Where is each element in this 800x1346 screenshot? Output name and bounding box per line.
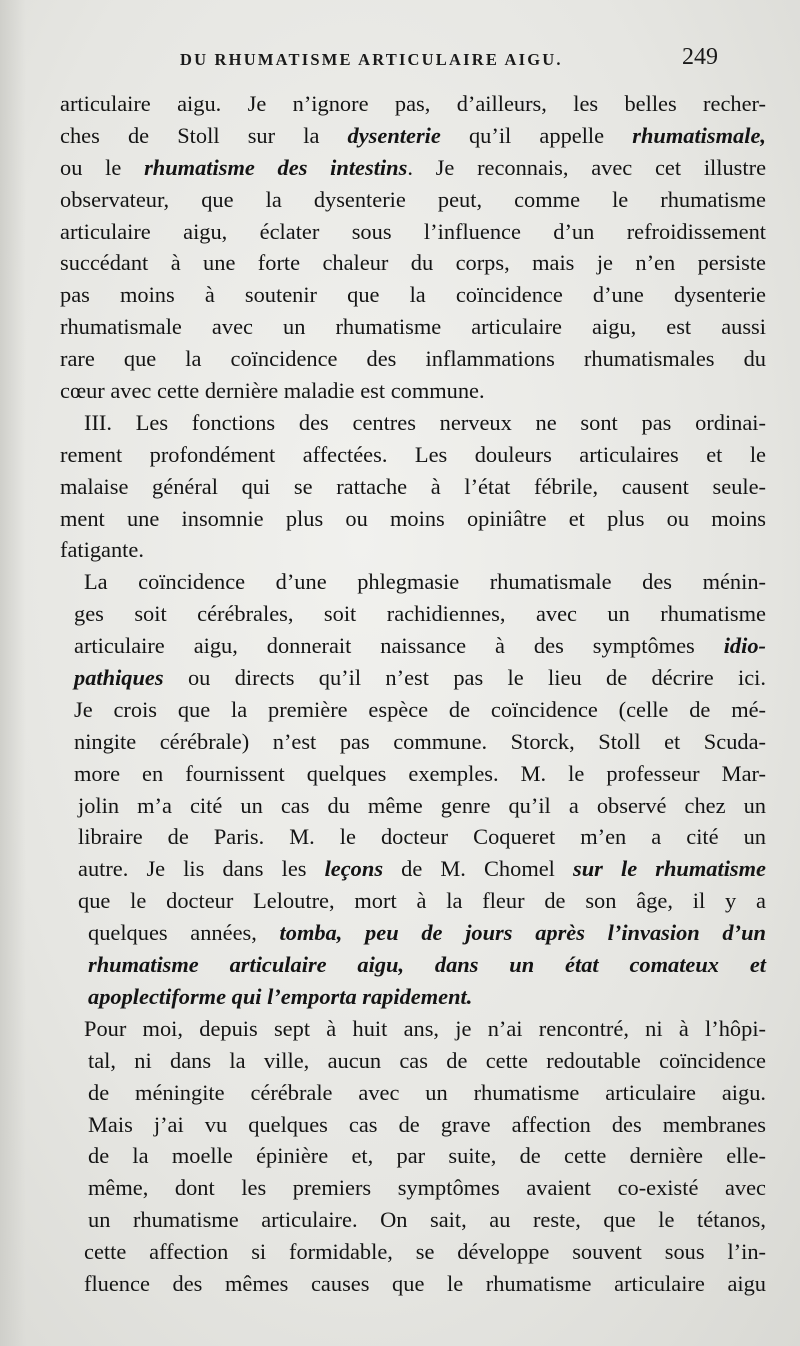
text-segment: pas moins à soutenir que la coïncidence d’une dysenterie — [60, 282, 766, 308]
text-segment: que le docteur Leloutre, mort à la fleur de son âge, il y a — [78, 888, 766, 914]
text-line — [60, 662, 766, 694]
text-line — [60, 311, 766, 343]
text-line — [60, 1236, 766, 1268]
text-segment: fatigante. — [60, 537, 144, 563]
italic-text: rhumatisme des intestins — [144, 154, 408, 180]
page-number: 249 — [682, 44, 718, 70]
text-segment: de la moelle épinière et, par suite, de cette dernière elle- — [88, 1143, 766, 1169]
text-line — [60, 503, 766, 535]
italic-text: pathiques — [74, 665, 164, 691]
text-line — [60, 279, 766, 311]
text-segment: quelques années, — [88, 920, 280, 946]
text-line — [60, 758, 766, 790]
running-title: DU RHUMATISME ARTICULAIRE AIGU. — [180, 50, 563, 69]
text-segment: articulaire aigu, donnerait naissance à des symptômes — [74, 633, 724, 659]
text-line — [60, 247, 766, 279]
text-segment: cette affection si formidable, se développe souvent sous l’in- — [84, 1239, 766, 1265]
text-segment: libraire de Paris. M. le docteur Coqueret m’en a cité un — [78, 824, 766, 850]
page-gutter-shadow — [0, 0, 26, 1346]
body-text — [60, 88, 766, 1300]
text-segment: ou directs qu’il n’est pas le lieu de décrire ici. — [163, 665, 766, 691]
italic-text: rhumatismale, — [632, 122, 766, 148]
text-line — [60, 471, 766, 503]
text-segment: rement profondément affectées. Les douleurs articulaires et le — [60, 441, 766, 467]
text-segment: Je crois que la première espèce de coïncidence (celle de mé- — [74, 696, 766, 722]
text-line — [60, 152, 766, 184]
text-segment: jolin m’a cité un cas du même genre qu’il a observé chez un — [78, 792, 766, 818]
text-segment: succédant à une forte chaleur du corps, mais je n’en persiste — [60, 250, 766, 276]
text-line — [60, 184, 766, 216]
text-line — [60, 1204, 766, 1236]
text-segment: qu’il appelle — [440, 122, 633, 148]
text-segment: La coïncidence d’une phlegmasie rhumatismale des ménin- — [84, 569, 766, 595]
text-segment: ningite cérébrale) n’est pas commune. Storck, Stoll et Scuda- — [74, 728, 766, 754]
italic-text: apoplectiforme qui l’emporta rapidement. — [88, 983, 473, 1009]
text-line — [60, 216, 766, 248]
text-segment: de méningite cérébrale avec un rhumatisme articulaire aigu. — [88, 1079, 766, 1105]
text-line — [60, 790, 766, 822]
italic-text: idio- — [723, 633, 766, 659]
text-line — [60, 1077, 766, 1109]
italic-text: leçons — [324, 856, 384, 882]
text-line — [60, 1013, 766, 1045]
text-line — [60, 949, 766, 981]
text-segment: more en fournissent quelques exemples. M. le professeur Mar- — [74, 760, 766, 786]
text-segment: observateur, que la dysenterie peut, comme le rhumatisme — [60, 186, 766, 212]
italic-text: tomba, peu de jours après l’invasion d’un — [279, 920, 766, 946]
text-segment: de M. Chomel — [383, 856, 573, 882]
text-line — [60, 534, 766, 566]
text-line — [60, 821, 766, 853]
text-segment: même, dont les premiers symptômes avaient co-existé avec — [88, 1175, 766, 1201]
page-header — [0, 44, 800, 74]
text-line — [60, 630, 766, 662]
text-segment: rare que la coïncidence des inflammations rhumatismales du — [60, 346, 766, 372]
text-line — [60, 694, 766, 726]
text-line — [60, 120, 766, 152]
text-line — [60, 343, 766, 375]
text-segment: Mais j’ai vu quelques cas de grave affection des membranes — [88, 1111, 766, 1137]
text-segment: ou le — [60, 154, 145, 180]
text-segment: articulaire aigu. Je n’ignore pas, d’ailleurs, les belles recher- — [60, 91, 766, 116]
text-line — [60, 1109, 766, 1141]
text-line — [60, 88, 766, 120]
text-line — [60, 566, 766, 598]
text-line — [60, 1268, 766, 1300]
text-segment: III. Les fonctions des centres nerveux ne sont pas ordinai- — [84, 409, 766, 435]
text-line — [60, 407, 766, 439]
text-segment: rhumatismale avec un rhumatisme articulaire aigu, est aussi — [60, 314, 766, 340]
text-segment: tal, ni dans la ville, aucun cas de cette redoutable coïncidence — [88, 1047, 766, 1073]
text-line — [60, 1172, 766, 1204]
text-segment: un rhumatisme articulaire. On sait, au reste, que le tétanos, — [88, 1207, 766, 1233]
text-line — [60, 726, 766, 758]
text-segment: malaise général qui se rattache à l’état fébrile, causent seule- — [60, 473, 766, 499]
text-line — [60, 885, 766, 917]
text-line — [60, 598, 766, 630]
text-segment: ches de Stoll sur la — [60, 122, 348, 148]
italic-text: sur le rhumatisme — [573, 856, 766, 882]
text-line — [60, 1140, 766, 1172]
text-segment: ges soit cérébrales, soit rachidiennes, avec un rhumatisme — [74, 601, 766, 627]
text-segment: ment une insomnie plus ou moins opiniâtre et plus ou moins — [60, 505, 766, 531]
text-line — [60, 1045, 766, 1077]
text-line — [60, 853, 766, 885]
italic-text: rhumatisme articulaire aigu, dans un état comateux et — [88, 952, 766, 978]
italic-text: dysenterie — [347, 122, 441, 148]
text-segment: . Je reconnais, avec cet illustre — [407, 154, 767, 180]
text-line — [60, 917, 766, 949]
text-segment: articulaire aigu, éclater sous l’influence d’un refroidissement — [60, 218, 766, 244]
text-line — [60, 439, 766, 471]
text-segment: fluence des mêmes causes que le rhumatisme articulaire aigu — [84, 1270, 766, 1296]
text-line — [60, 375, 766, 407]
text-segment: autre. Je lis dans les — [78, 856, 325, 882]
text-segment: Pour moi, depuis sept à huit ans, je n’ai rencontré, ni à l’hôpi- — [84, 1015, 766, 1041]
text-segment: cœur avec cette dernière maladie est commune. — [60, 378, 485, 404]
text-line — [60, 981, 766, 1013]
